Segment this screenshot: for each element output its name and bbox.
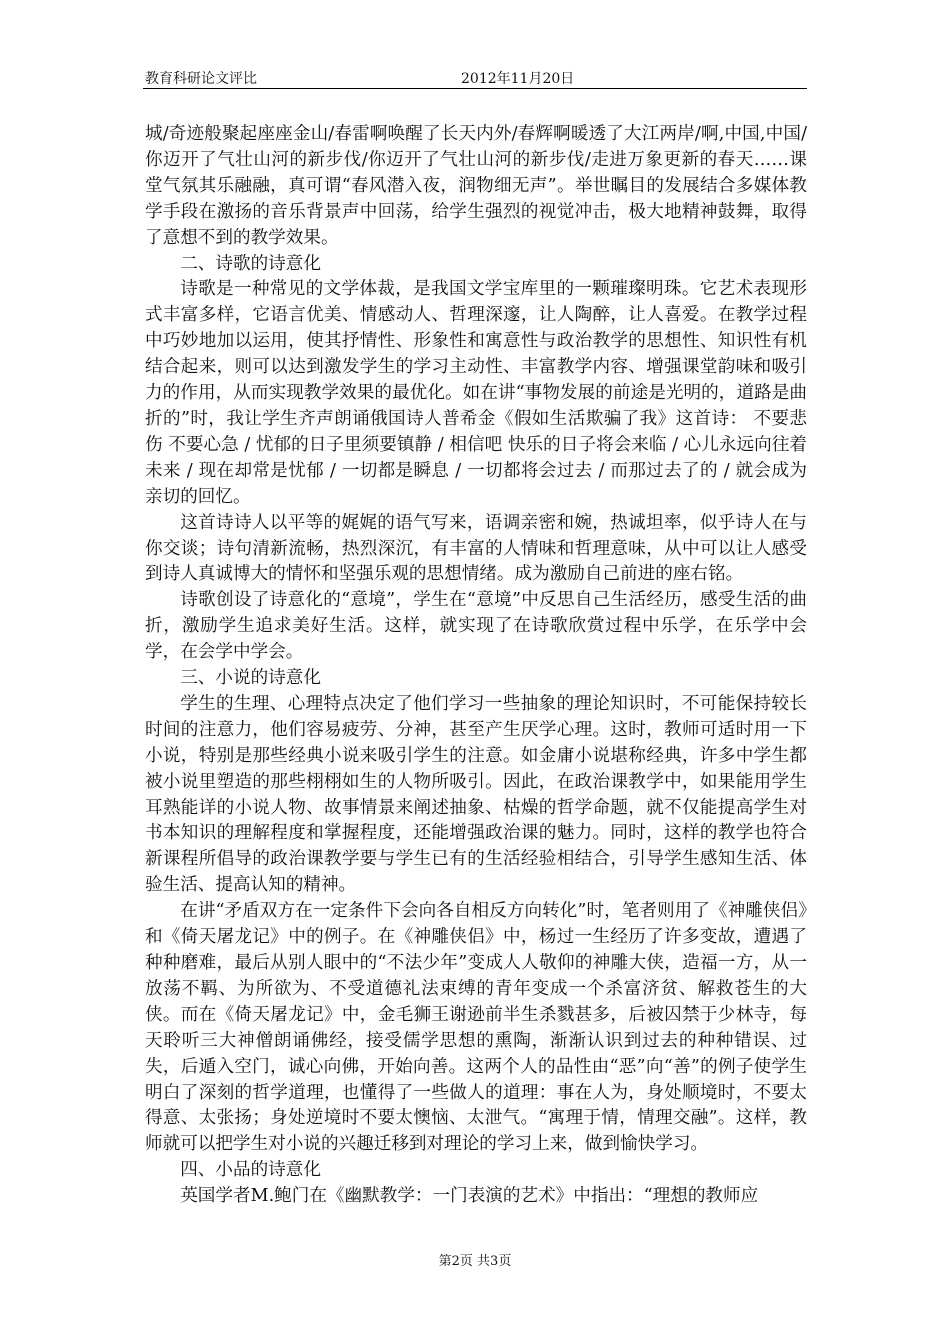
header-divider [143,88,807,89]
document-body [145,122,807,1210]
page-header [143,64,807,88]
header-title: 教育科研论文评比 [145,71,257,87]
body-paragraph: 城/奇迹般聚起座座金山/春雷啊唤醒了长天内外/春辉啊暖透了大江两岸/啊,中国,中国/你迈开了气壮山河的新步伐/你迈开了气壮山河的新步伐/走进万象更新的春天……课堂气氛其乐融融，真可谓“春风潜入夜，润物细无声”。举世瞩目的发展结合多媒体教学手段在激扬的音乐背景声中回荡，给学生强烈的视觉冲击，极大地精神鼓舞，取得了意想不到的教学效果。 [145,124,807,248]
body-paragraph: 在讲“矛盾双方在一定条件下会向各自相反方向转化”时，笔者则用了《神雕侠侣》和《倚天屠龙记》中的例子。在《神雕侠侣》中，杨过一生经历了许多变故，遭遇了种种磨难，最后从别人眼中的“不法少年”变成人人敬仰的神雕大侠，造福一方，从一放荡不羁、为所欲为、不受道德礼法束缚的青年变成一个杀富济贫、解救苍生的大侠。而在《倚天屠龙记》中，金毛狮王谢逊前半生杀戮甚多，后被囚禁于少林寺，每天聆听三大神僧朗诵佛经，接受儒学思想的熏陶，渐渐认识到过去的种种错误、过失，后遁入空门，诚心向佛，开始向善。这两个人的品性由“恶”向“善”的例子使学生明白了深刻的哲学道理，也懂得了一些做人的道理：事在人为，身处顺境时，不要太得意、太张扬；身处逆境时不要太懊恼、太泄气。“寓理于情，情理交融”。这样，教师就可以把学生对小说的兴趣迁移到对理论的学习上来，做到愉快学习。 [145,901,807,1155]
page-footer: 第2页 共3页 [438,1254,512,1269]
body-paragraph: 诗歌是一种常见的文学体裁，是我国文学宝库里的一颗璀璨明珠。它艺术表现形式丰富多样，它语言优美、情感动人、哲理深邃，让人陶醉，让人喜爱。在教学过程中巧妙地加以运用，使其抒情性、形象性和寓意性与政治教学的思想性、知识性有机结合起来，则可以达到激发学生的学习主动性、丰富教学内容、增强课堂韵味和吸引力的作用，从而实现教学效果的最优化。如在讲“事物发展的前途是光明的，道路是曲折的”时，我让学生齐声朗诵俄国诗人普希金《假如生活欺骗了我》这首诗： 不要悲伤 不要心急 / 忧郁的日子里须要镇静 / 相信吧 快乐的日子将会来临 / 心儿永远向往着未来 / 现在却常是忧郁 / 一切都是瞬息 / 一切都将会过去 / 而那过去了的 / 就会成为亲切的回忆。 [145,279,807,507]
header-date: 2012年11月20日 [461,71,575,87]
section-heading: 三、小说的诗意化 [180,668,321,689]
section-heading: 四、小品的诗意化 [180,1160,321,1181]
section-heading: 二、诗歌的诗意化 [180,253,321,274]
body-paragraph: 这首诗诗人以平等的娓娓的语气写来，语调亲密和婉，热诚坦率，似乎诗人在与你交谈；诗句清新流畅，热烈深沉，有丰富的人情味和哲理意味，从中可以让人感受到诗人真诚博大的情怀和坚强乐观的思想情绪。成为激励自己前进的座右铭。 [145,512,807,585]
body-paragraph: 学生的生理、心理特点决定了他们学习一些抽象的理论知识时，不可能保持较长时间的注意力，他们容易疲劳、分神，甚至产生厌学心理。这时，教师可适时用一下小说，特别是那些经典小说来吸引学生的注意。如金庸小说堪称经典，许多中学生都被小说里塑造的那些栩栩如生的人物所吸引。因此，在政治课教学中，如果能用学生耳熟能详的小说人物、故事情景来阐述抽象、枯燥的哲学命题，就不仅能提高学生对书本知识的理解程度和掌握程度，还能增强政治课的魅力。同时，这样的教学也符合新课程所倡导的政治课教学要与学生已有的生活经验相结合，引导学生感知生活、体验生活、提高认知的精神。 [145,693,807,896]
body-paragraph: 诗歌创设了诗意化的“意境”，学生在“意境”中反思自己生活经历，感受生活的曲折，激励学生追求美好生活。这样，就实现了在诗歌欣赏过程中乐学，在乐学中会学，在会学中学会。 [145,590,807,663]
body-paragraph: 英国学者M.鲍门在《幽默教学：一门表演的艺术》中指出：“理想的教师应 [180,1186,759,1207]
